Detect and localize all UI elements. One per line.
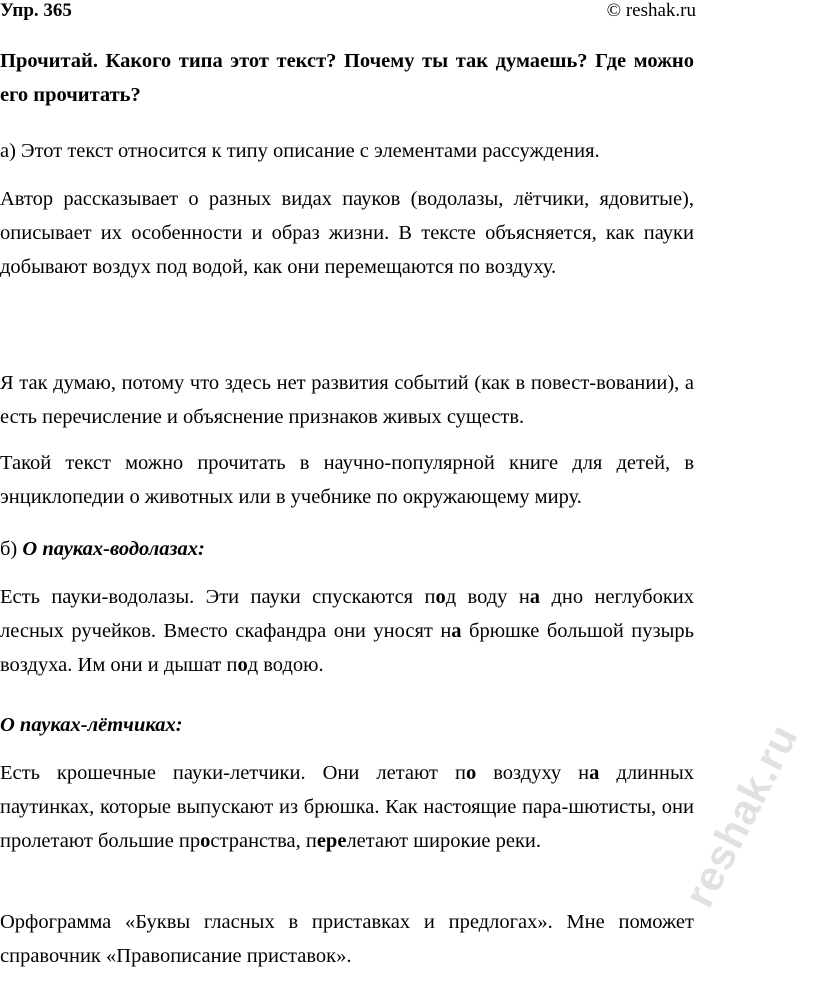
- text-fragment: брюшке большой пузырь воздуха. Им они и дышат п: [0, 620, 694, 676]
- task-text: Прочитай. Какого типа этот текст? Почему ты так думаешь? Где можно его прочитать?: [0, 50, 694, 106]
- text-fragment: Есть пауки-водолазы. Эти пауки спускаются п: [0, 586, 436, 608]
- text-fragment: д воду н: [445, 586, 530, 608]
- heading-divers: О пауках-водолазах:: [22, 538, 205, 560]
- highlighted-letter: о: [435, 586, 446, 608]
- page-header: [0, 0, 700, 28]
- divers-paragraph: [0, 580, 694, 682]
- text-fragment: Есть крошечные пауки-летчики. Они летают п: [0, 762, 466, 784]
- text-fragment: летают широкие реки.: [346, 830, 542, 852]
- flyers-paragraph: [0, 756, 694, 858]
- highlighted-letter: о: [465, 762, 477, 784]
- answer-a-paragraph-4: Такой текст можно прочитать в научно-популярной книге для детей, в энциклопедии о животных или в учебнике по окружающему миру.: [0, 452, 694, 508]
- exercise-number: Упр. 365: [0, 0, 72, 21]
- text-fragment: дно неглубоких лесных ручейков. Вместо скафандра они уносят н: [0, 586, 694, 642]
- answer-b-heading-divers: [0, 532, 694, 566]
- watermark: reshak.ru: [675, 716, 807, 915]
- answer-a-paragraph-2: Автор рассказывает о разных видах пауков (водолазы, лётчики, ядовитые), описывает их особенности и образ жизни. В тексте объясняется, как пауки добывают воздух под водой, как они перемещаются по воздуху.: [0, 188, 694, 278]
- answer-a-paragraph-3: Я так думаю, потому что здесь нет развития событий (как в повест-вовании), а есть перечисление и объяснение признаков живых существ.: [0, 372, 694, 428]
- text-fragment: странства, п: [210, 830, 317, 852]
- highlighted-letter: о: [200, 830, 211, 852]
- highlighted-letter: ере: [316, 830, 347, 852]
- text-fragment: д водою.: [247, 654, 324, 676]
- answer-a-intro: а) Этот текст относится к типу описание с элементами рассуждения.: [0, 140, 600, 162]
- highlighted-letter: а: [451, 620, 462, 642]
- highlighted-letter: а: [529, 586, 541, 608]
- conclusion-paragraph: Орфограмма «Буквы гласных в приставках и предлогах». Мне поможет справочник «Правописание приставок».: [0, 911, 694, 967]
- highlighted-letter: а: [589, 762, 600, 784]
- answer-b-prefix: б): [0, 538, 23, 560]
- text-fragment: длинных паутинках, которые выпускают из брюшка. Как настоящие пара-шютисты, они пролетают большие пр: [0, 762, 694, 852]
- site-copyright: © reshak.ru: [606, 0, 696, 21]
- highlighted-letter: о: [237, 654, 248, 676]
- text-fragment: воздуху н: [476, 762, 590, 784]
- heading-flyers: О пауках-лётчиках:: [0, 714, 183, 736]
